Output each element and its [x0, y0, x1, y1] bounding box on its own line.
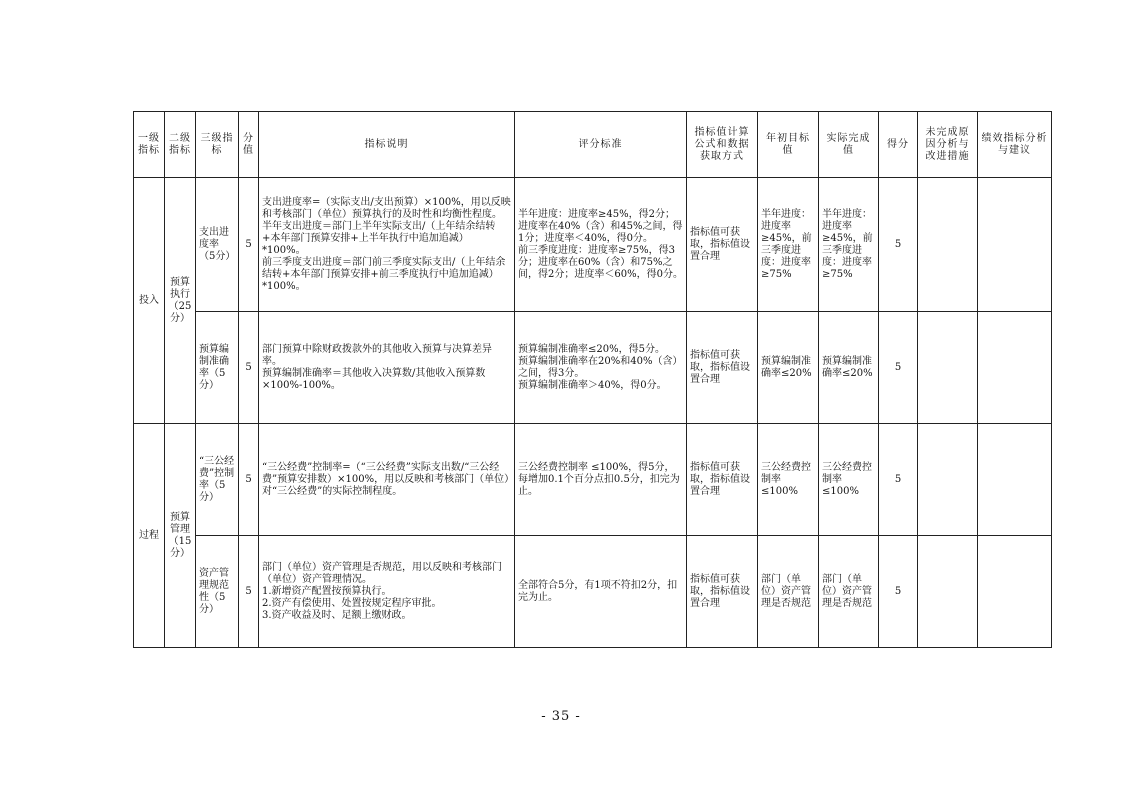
header-cell: 评分标准 [515, 112, 687, 178]
score-cell: 5 [879, 424, 918, 536]
performance-table [133, 111, 1052, 648]
criteria-cell: 预算编制准确率≤20%，得5分。 预算编制准确率在20%和40%（含）之间，得3分。 预算编制准确率＞40%，得0分。 [515, 312, 687, 424]
reason-cell [918, 536, 978, 648]
suggestion-cell [978, 312, 1052, 424]
score-value-cell: 5 [239, 424, 259, 536]
table-row [134, 536, 1052, 648]
suggestion-cell [978, 178, 1052, 312]
reason-cell [918, 424, 978, 536]
actual-cell: 半年进度：进度率≥45%，前三季度进度：进度率≥75% [819, 178, 879, 312]
header-cell: 得分 [879, 112, 918, 178]
method-cell: 指标值可获取，指标值设置合理 [687, 178, 758, 312]
header-cell: 分值 [239, 112, 259, 178]
target-cell: 三公经费控制率≤100% [758, 424, 819, 536]
reason-cell [918, 312, 978, 424]
header-cell: 二级指标 [165, 112, 196, 178]
reason-cell [918, 178, 978, 312]
header-cell: 一级指标 [134, 112, 165, 178]
target-cell: 部门（单位）资产管理是否规范 [758, 536, 819, 648]
table-row [134, 424, 1052, 536]
score-cell: 5 [879, 178, 918, 312]
header-cell: 指标值计算公式和数据获取方式 [687, 112, 758, 178]
header-cell: 指标说明 [259, 112, 515, 178]
description-cell: 部门预算中除财政拨款外的其他收入预算与决算差异率。 预算编制准确率＝其他收入决算数/其他收入预算数×100%-100%。 [259, 312, 515, 424]
level1-cell: 投入 [134, 178, 165, 424]
level3-cell: “三公经费”控制率（5分） [196, 424, 239, 536]
method-cell: 指标值可获取，指标值设置合理 [687, 312, 758, 424]
level3-cell: 支出进度率（5分） [196, 178, 239, 312]
header-cell: 年初目标值 [758, 112, 819, 178]
description-cell: 支出进度率=（实际支出/支出预算）×100%，用以反映和考核部门（单位）预算执行的及时性和均衡性程度。 半年支出进度＝部门上半年实际支出/（上年结余结转+本年部门预算安排+上半年执行中追加追减）*100%。 前三季度支出进度＝部门前三季度实际支出/（上年结余结转+本年部门预算安排+前三季度执行中追加追减）*100%。 [259, 178, 515, 312]
header-cell: 绩效指标分析与建议 [978, 112, 1052, 178]
suggestion-cell [978, 424, 1052, 536]
level2-cell: 预算执行（25分） [165, 178, 196, 424]
criteria-cell: 全部符合5分，有1项不符扣2分，扣完为止。 [515, 536, 687, 648]
score-value-cell: 5 [239, 178, 259, 312]
header-cell: 未完成原因分析与改进措施 [918, 112, 978, 178]
method-cell: 指标值可获取，指标值设置合理 [687, 424, 758, 536]
page-number: - 35 - [541, 709, 581, 724]
header-cell: 实际完成值 [819, 112, 879, 178]
description-cell: 部门（单位）资产管理是否规范，用以反映和考核部门（单位）资产管理情况。 1.新增资产配置按预算执行。 2.资产有偿使用、处置按规定程序审批。 3.资产收益及时、足额上缴财政。 [259, 536, 515, 648]
actual-cell: 三公经费控制率≤100% [819, 424, 879, 536]
actual-cell: 预算编制准确率≤20% [819, 312, 879, 424]
target-cell: 预算编制准确率≤20% [758, 312, 819, 424]
actual-cell: 部门（单位）资产管理是否规范 [819, 536, 879, 648]
level2-cell: 预算管理（15分） [165, 424, 196, 648]
table-row [134, 312, 1052, 424]
target-cell: 半年进度：进度率≥45%，前三季度进度：进度率≥75% [758, 178, 819, 312]
header-row [134, 112, 1052, 178]
level3-cell: 预算编制准确率（5分） [196, 312, 239, 424]
score-cell: 5 [879, 536, 918, 648]
table-row [134, 178, 1052, 312]
description-cell: “三公经费”控制率=（“三公经费”实际支出数/“三公经费”预算安排数）×100%，用以反映和考核部门（单位）对“三公经费”的实际控制程度。 [259, 424, 515, 536]
method-cell: 指标值可获取，指标值设置合理 [687, 536, 758, 648]
suggestion-cell [978, 536, 1052, 648]
criteria-cell: 半年进度：进度率≥45%，得2分；进度率在40%（含）和45%之间，得1分；进度率＜40%，得0分。 前三季度进度：进度率≥75%，得3分；进度率在60%（含）和75%之间，得2分；进度率＜60%，得0分。 [515, 178, 687, 312]
criteria-cell: 三公经费控制率 ≤100%，得5分，每增加0.1个百分点扣0.5分，扣完为止。 [515, 424, 687, 536]
header-cell: 三级指标 [196, 112, 239, 178]
level3-cell: 资产管理规范性（5分） [196, 536, 239, 648]
score-value-cell: 5 [239, 536, 259, 648]
level1-cell: 过程 [134, 424, 165, 648]
score-value-cell: 5 [239, 312, 259, 424]
score-cell: 5 [879, 312, 918, 424]
